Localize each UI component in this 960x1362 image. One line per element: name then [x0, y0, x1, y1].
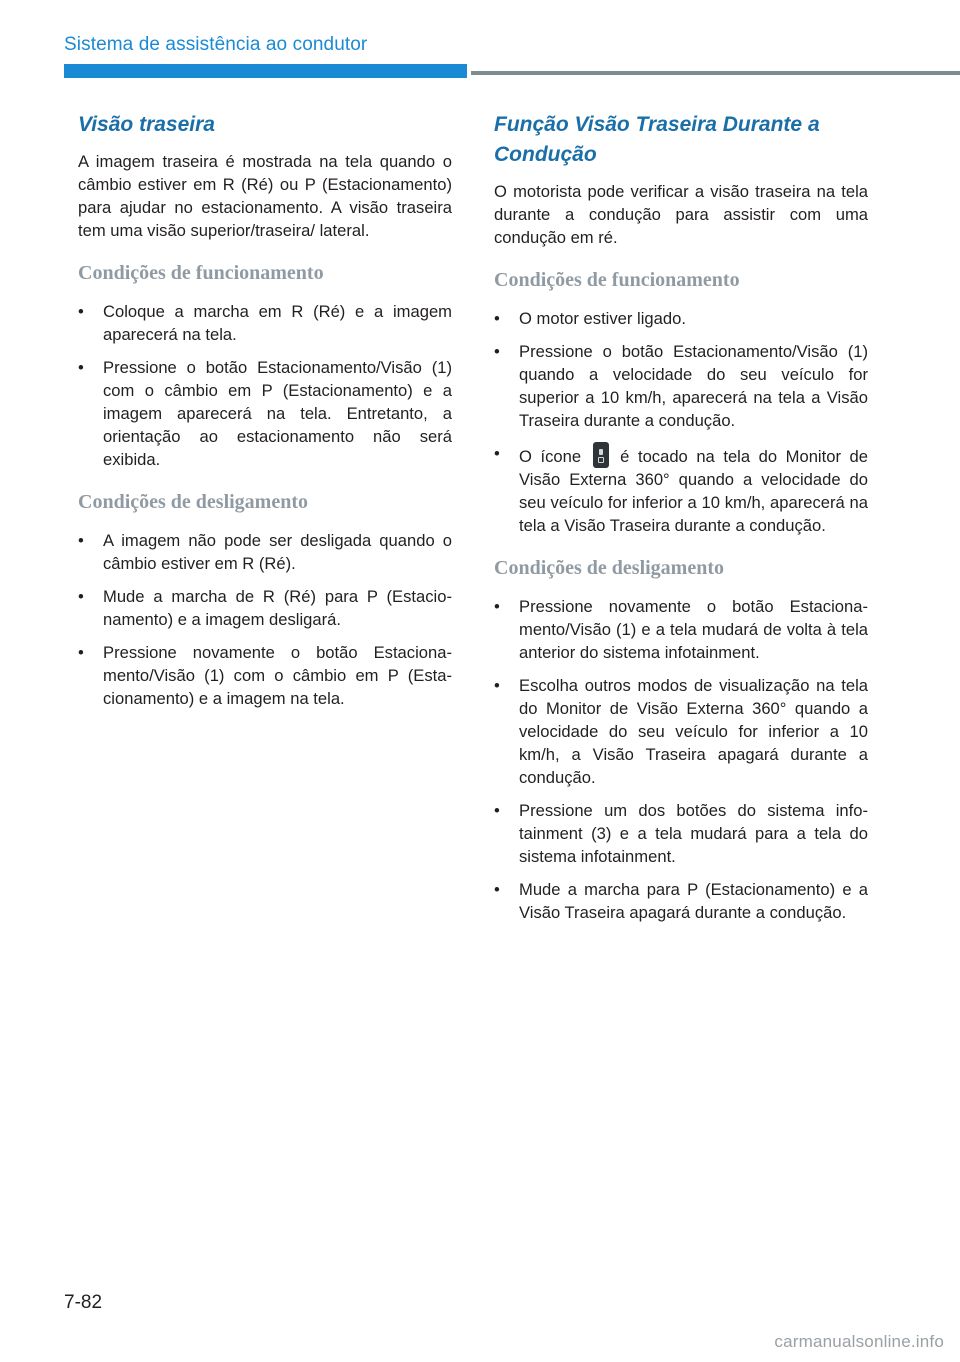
left-column: [78, 110, 452, 720]
off-conditions-list: [78, 529, 452, 710]
rear-view-icon: [593, 442, 609, 468]
operating-conditions-heading: Condições de funcionamento: [78, 262, 324, 284]
list-item: • Pressione o botão Estacionamento/Visão (1) quando a velocidade do seu veículo for superior a 10 km/h, aparecerá na tela a Visão Traseira durante a condução.: [494, 342, 868, 430]
list-item: • Pressione novamente o botão Estacionamento/Visão (1) com o câmbio em P (Estacionamento) e a imagem na tela.: [78, 643, 452, 708]
rear-view-intro: A imagem traseira é mostrada na tela quando o câmbio estiver em R (Ré) ou P (Estacionamento) para ajudar no estacionamento. A visão traseira tem uma visão superior/traseira/ lateral.: [78, 152, 452, 240]
header-rule: [471, 71, 960, 75]
bullet-icon: •: [494, 880, 500, 899]
header-accent-bar: [64, 64, 467, 78]
rear-view-driving-intro: O motorista pode verificar a visão traseira na tela durante a condução para assistir com uma condução em ré.: [494, 182, 868, 247]
bullet-icon: •: [494, 801, 500, 820]
list-item: • Pressione um dos botões do sistema infotainment (3) e a tela mudará para a tela do sistema infotainment.: [494, 801, 868, 866]
right-column: [494, 110, 868, 934]
section-title-rear-view-driving: Função Visão Traseira Durante a Condução: [494, 113, 820, 166]
bullet-icon: •: [494, 309, 500, 328]
bullet-icon: •: [78, 302, 84, 321]
bullet-icon: •: [78, 643, 84, 662]
list-item: • Mude a marcha de R (Ré) para P (Estacionamento) e a imagem desligará.: [78, 587, 452, 629]
bullet-icon: •: [494, 597, 500, 616]
bullet-icon: •: [494, 444, 500, 463]
page-number: 7-82: [64, 1292, 103, 1313]
bullet-icon: •: [78, 531, 84, 550]
watermark-link[interactable]: carmanualsonline.info: [774, 1332, 944, 1351]
list-item: • Mude a marcha para P (Estacionamento) e a Visão Traseira apagará durante a condução.: [494, 880, 868, 922]
operating-conditions-list: [494, 307, 868, 537]
list-item: • Coloque a marcha em R (Ré) e a imagem aparecerá na tela.: [78, 302, 452, 344]
bullet-icon: •: [78, 358, 84, 377]
header-title: Sistema de assistência ao condutor: [64, 34, 368, 55]
operating-conditions-heading: Condições de funcionamento: [494, 269, 740, 291]
off-conditions-list: [494, 595, 868, 924]
list-item: • A imagem não pode ser desligada quando o câmbio estiver em R (Ré).: [78, 531, 452, 573]
bullet-icon: •: [494, 342, 500, 361]
list-item: • Pressione o botão Estacionamento/Visão (1) com o câmbio em P (Estacionamento) e a imagem aparecerá na tela. Entretanto, a orientação ao estacionamento não será exibida.: [78, 358, 452, 469]
list-item: • Escolha outros modos de visualização na tela do Monitor de Visão Externa 360° quando a velocidade do seu veículo for inferior a 10 km/h, a Visão Traseira apagará durante a condução.: [494, 676, 868, 787]
section-title-rear-view: Visão traseira: [78, 113, 215, 136]
bullet-icon: •: [494, 676, 500, 695]
bullet-icon: •: [78, 587, 84, 606]
list-item: • Pressione novamente o botão Estacionamento/Visão (1) e a tela mudará de volta à tela anterior do sistema infotainment.: [494, 597, 868, 662]
off-conditions-heading: Condições de desligamento: [78, 491, 308, 513]
operating-conditions-list: [78, 300, 452, 471]
off-conditions-heading: Condições de desligamento: [494, 557, 724, 579]
list-item: • O motor estiver ligado.: [494, 309, 686, 328]
list-item: • O ícone é tocado na tela do Monitor de Visão Externa 360° quando a velocidade do seu veículo for inferior a 10 km/h, aparecerá na tela a Visão Traseira durante a condução.: [494, 444, 868, 535]
